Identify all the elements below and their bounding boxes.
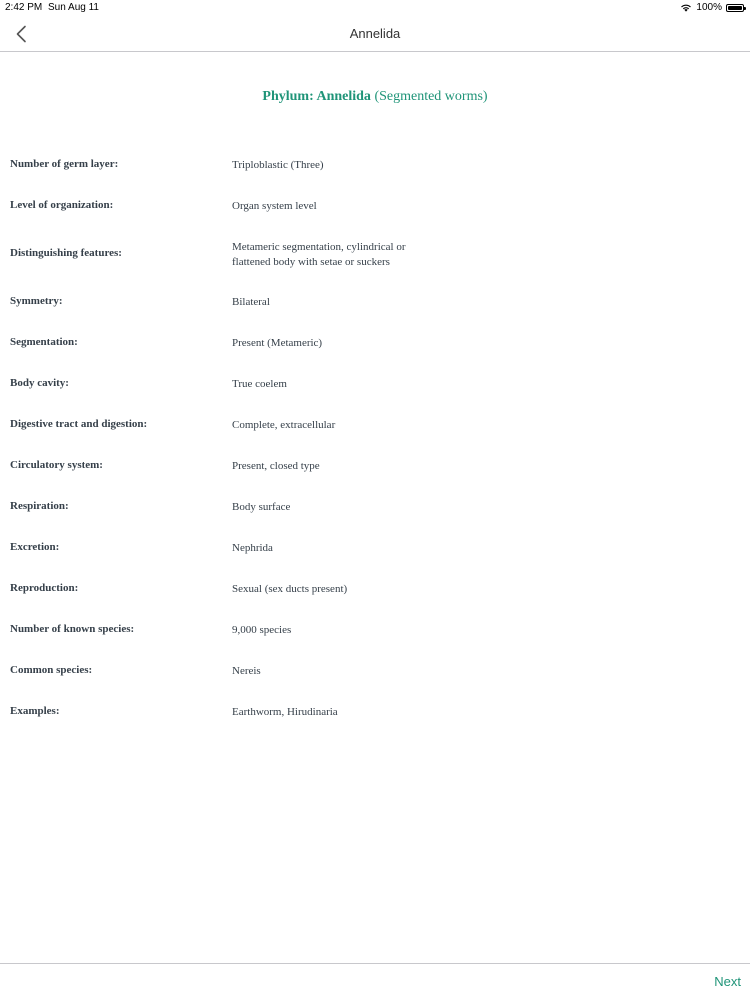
navigation-bar <box>0 16 750 52</box>
row-label: Examples: <box>10 705 60 717</box>
bottom-toolbar <box>0 963 750 1000</box>
row-label: Distinguishing features: <box>10 247 122 259</box>
page-title-common-name: (Segmented worms) <box>374 89 488 104</box>
row-label: Number of germ layer: <box>10 158 119 170</box>
row-value: Earthworm, Hirudinaria <box>232 706 338 718</box>
row-label: Digestive tract and digestion: <box>10 418 148 430</box>
row-label: Excretion: <box>10 541 60 553</box>
row-label: Circulatory system: <box>10 459 103 471</box>
row-label: Segmentation: <box>10 336 78 348</box>
nav-title: Annelida <box>349 26 401 41</box>
page-title <box>0 89 750 105</box>
row-label: Symmetry: <box>10 295 63 307</box>
row-value: Triploblastic (Three) <box>232 159 324 171</box>
row-value: Organ system level <box>232 200 317 212</box>
status-date: Sun Aug 11 <box>48 2 99 13</box>
row-value: Sexual (sex ducts present) <box>232 583 348 595</box>
status-bar <box>0 0 750 16</box>
status-indicators <box>680 2 744 13</box>
battery-icon <box>726 4 744 12</box>
next-button[interactable]: Next <box>714 974 741 989</box>
page-title-phylum: Phylum: Annelida <box>262 89 371 104</box>
row-value: Bilateral <box>232 296 270 308</box>
row-label: Respiration: <box>10 500 69 512</box>
row-value: Body surface <box>232 501 291 513</box>
row-value-line: flattened body with setae or suckers <box>232 256 390 268</box>
row-label: Common species: <box>10 664 93 676</box>
row-label: Reproduction: <box>10 582 79 594</box>
battery-percent: 100% <box>696 2 722 13</box>
row-value: Present, closed type <box>232 460 320 472</box>
row-value <box>232 240 452 270</box>
row-value: 9,000 species <box>232 624 292 636</box>
status-time: 2:42 PM <box>5 2 43 13</box>
row-label: Number of known species: <box>10 623 135 635</box>
row-label: Body cavity: <box>10 377 69 389</box>
row-label: Level of organization: <box>10 199 114 211</box>
row-value: Nereis <box>232 665 261 677</box>
row-value: Complete, extracellular <box>232 419 336 431</box>
row-value-line: Metameric segmentation, cylindrical or <box>232 241 406 253</box>
row-value: Nephrida <box>232 542 273 554</box>
row-value: Present (Metameric) <box>232 337 323 349</box>
wifi-icon <box>680 3 692 12</box>
row-value: True coelem <box>232 378 287 390</box>
